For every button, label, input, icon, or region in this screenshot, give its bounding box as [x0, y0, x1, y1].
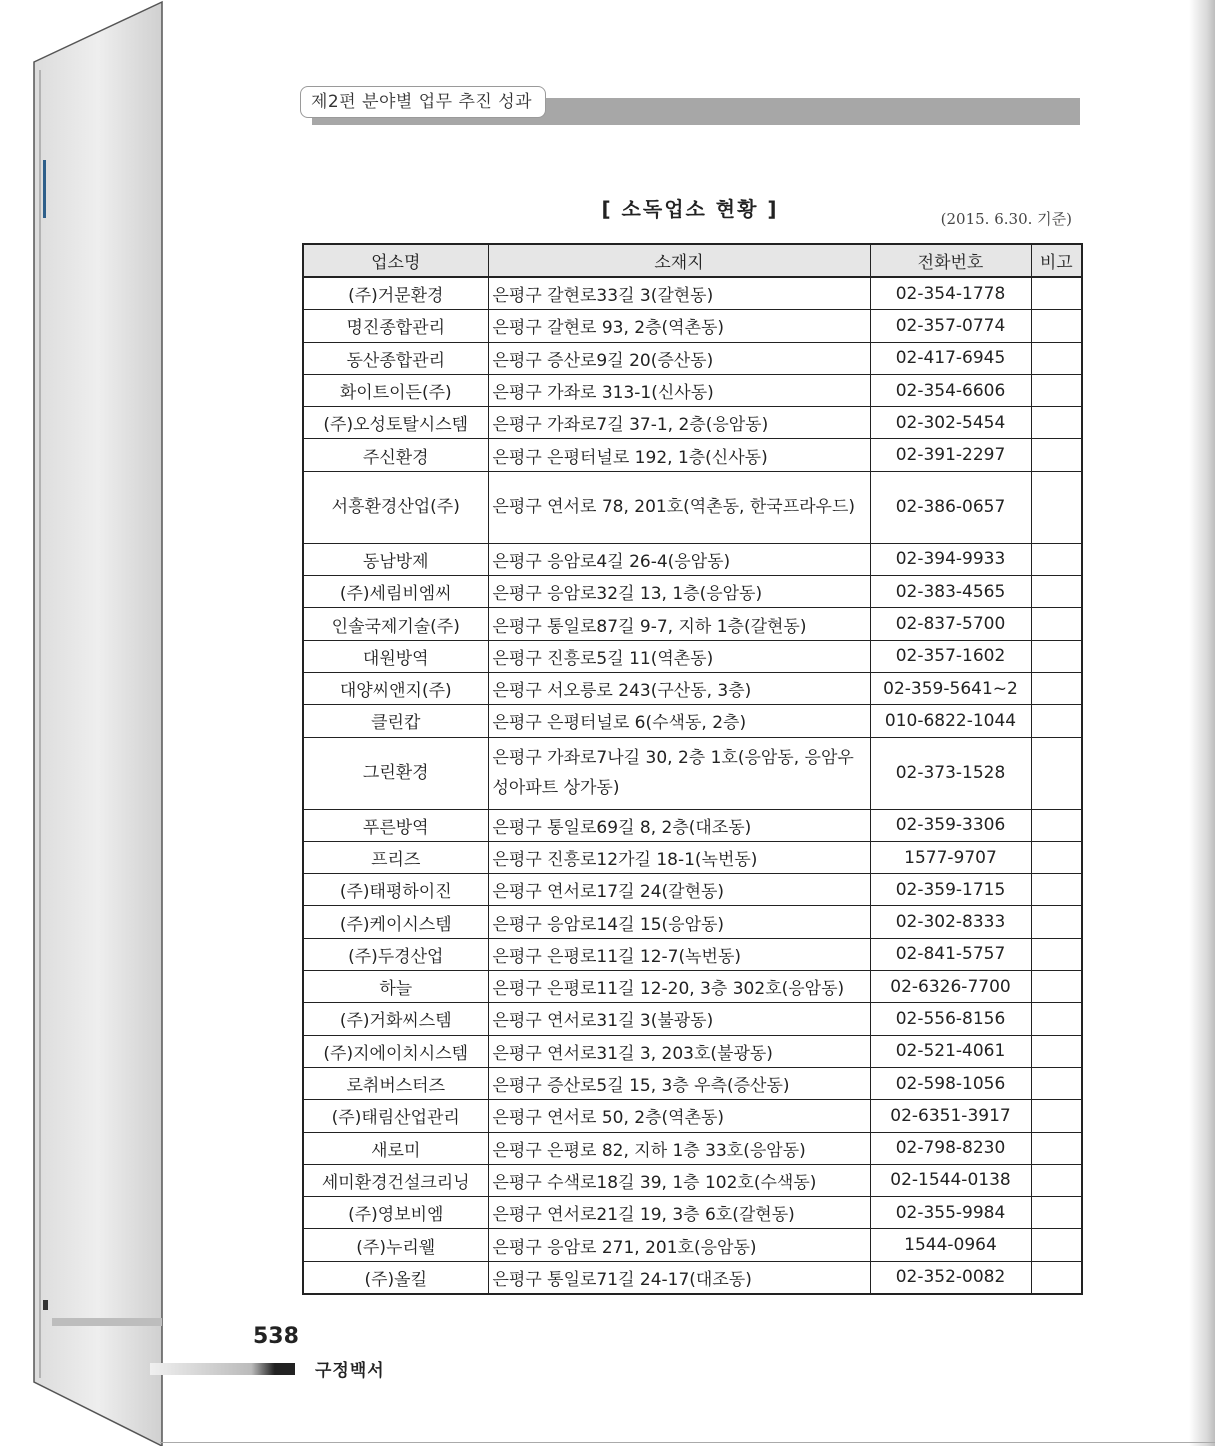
book-name: 구정백서: [315, 1361, 385, 1381]
note-cell: [1031, 1035, 1082, 1067]
address-cell: 은평구 은평로11길 12-7(녹번동): [488, 938, 870, 970]
table-row: [303, 1100, 1082, 1132]
column-header-address: 소재지: [488, 244, 870, 277]
address-cell: 은평구 연서로 50, 2층(역촌동): [488, 1100, 870, 1132]
address-cell: 은평구 응암로14길 15(응암동): [488, 906, 870, 938]
phone-cell: 02-391-2297: [870, 439, 1031, 471]
table-row: [303, 471, 1082, 543]
phone-cell: 02-373-1528: [870, 737, 1031, 809]
phone-cell: 02-556-8156: [870, 1003, 1031, 1035]
phone-cell: 02-521-4061: [870, 1035, 1031, 1067]
business-name-cell: (주)영보비엠: [303, 1197, 488, 1229]
phone-cell: 02-354-1778: [870, 277, 1031, 310]
phone-cell: 02-598-1056: [870, 1067, 1031, 1099]
business-name-cell: 프리즈: [303, 841, 488, 873]
address-cell: 은평구 은평터널로 192, 1층(신사동): [488, 439, 870, 471]
phone-cell: 02-798-8230: [870, 1132, 1031, 1164]
phone-cell: 02-302-5454: [870, 407, 1031, 439]
footer-stripe: [150, 1363, 295, 1375]
note-cell: [1031, 576, 1082, 608]
note-cell: [1031, 672, 1082, 704]
phone-cell: 02-302-8333: [870, 906, 1031, 938]
table-row: [303, 310, 1082, 342]
book-spine: [0, 0, 165, 1446]
table-row: [303, 841, 1082, 873]
note-cell: [1031, 608, 1082, 640]
address-cell: 은평구 증산로5길 15, 3층 우측(증산동): [488, 1067, 870, 1099]
business-name-cell: (주)케이시스템: [303, 906, 488, 938]
address-cell: 은평구 은평로 82, 지하 1층 33호(응암동): [488, 1132, 870, 1164]
phone-cell: 02-357-1602: [870, 640, 1031, 672]
address-cell: 은평구 수색로18길 39, 1층 102호(수색동): [488, 1164, 870, 1196]
note-cell: [1031, 543, 1082, 575]
phone-cell: 1544-0964: [870, 1229, 1031, 1261]
note-cell: [1031, 471, 1082, 543]
table-row: [303, 640, 1082, 672]
phone-cell: 02-6326-7700: [870, 971, 1031, 1003]
note-cell: [1031, 374, 1082, 406]
business-name-cell: 대원방역: [303, 640, 488, 672]
note-cell: [1031, 1229, 1082, 1261]
address-cell: 은평구 연서로 78, 201호(역촌동, 한국프라우드): [488, 471, 870, 543]
address-cell: 은평구 진흥로12가길 18-1(녹번동): [488, 841, 870, 873]
business-name-cell: (주)거화씨스템: [303, 1003, 488, 1035]
document-title: [ 소독업소 현황 ]: [601, 197, 779, 221]
note-cell: [1031, 1003, 1082, 1035]
table-row: [303, 1197, 1082, 1229]
business-name-cell: (주)태림산업관리: [303, 1100, 488, 1132]
phone-cell: 02-1544-0138: [870, 1164, 1031, 1196]
address-cell: 은평구 통일로71길 24-17(대조동): [488, 1261, 870, 1294]
reference-date: (2015. 6.30. 기준): [940, 210, 1072, 228]
note-cell: [1031, 277, 1082, 310]
address-cell: 은평구 연서로21길 19, 3층 6호(갈현동): [488, 1197, 870, 1229]
table-row: [303, 672, 1082, 704]
note-cell: [1031, 705, 1082, 737]
business-name-cell: 동산종합관리: [303, 342, 488, 374]
table-row: [303, 737, 1082, 809]
phone-cell: 1577-9707: [870, 841, 1031, 873]
column-header-name: 업소명: [303, 244, 488, 277]
table-row: [303, 608, 1082, 640]
table-row: [303, 1003, 1082, 1035]
business-name-cell: 대양씨앤지(주): [303, 672, 488, 704]
address-cell: 은평구 통일로69길 8, 2층(대조동): [488, 809, 870, 841]
note-cell: [1031, 1132, 1082, 1164]
business-name-cell: 클린캅: [303, 705, 488, 737]
note-cell: [1031, 342, 1082, 374]
phone-cell: 02-837-5700: [870, 608, 1031, 640]
phone-cell: 02-386-0657: [870, 471, 1031, 543]
address-cell: 은평구 가좌로7길 37-1, 2층(응암동): [488, 407, 870, 439]
note-cell: [1031, 841, 1082, 873]
address-cell: 은평구 응암로4길 26-4(응암동): [488, 543, 870, 575]
table-row: [303, 705, 1082, 737]
phone-cell: 02-359-5641~2: [870, 672, 1031, 704]
phone-cell: 02-359-3306: [870, 809, 1031, 841]
address-cell: 은평구 연서로31길 3, 203호(불광동): [488, 1035, 870, 1067]
business-name-cell: (주)오성토탈시스템: [303, 407, 488, 439]
table-body: [303, 277, 1082, 1294]
business-name-cell: (주)거문환경: [303, 277, 488, 310]
address-cell: 은평구 은평터널로 6(수색동, 2층): [488, 705, 870, 737]
table-row: [303, 439, 1082, 471]
business-name-cell: 그린환경: [303, 737, 488, 809]
note-cell: [1031, 310, 1082, 342]
note-cell: [1031, 737, 1082, 809]
business-name-cell: 인솔국제기술(주): [303, 608, 488, 640]
table-row: [303, 1132, 1082, 1164]
address-cell: 은평구 연서로17길 24(갈현동): [488, 874, 870, 906]
address-cell: 은평구 서오릉로 243(구산동, 3층): [488, 672, 870, 704]
note-cell: [1031, 938, 1082, 970]
business-name-cell: (주)지에이치시스템: [303, 1035, 488, 1067]
table-row: [303, 1229, 1082, 1261]
phone-cell: 02-383-4565: [870, 576, 1031, 608]
address-cell: 은평구 증산로9길 20(증산동): [488, 342, 870, 374]
table-header-row: [303, 244, 1082, 277]
address-cell: 은평구 통일로87길 9-7, 지하 1층(갈현동): [488, 608, 870, 640]
phone-cell: 02-394-9933: [870, 543, 1031, 575]
address-cell: 은평구 진흥로5길 11(역촌동): [488, 640, 870, 672]
business-name-cell: (주)태평하이진: [303, 874, 488, 906]
note-cell: [1031, 1197, 1082, 1229]
table-row: [303, 906, 1082, 938]
phone-cell: 02-354-6606: [870, 374, 1031, 406]
phone-cell: 02-841-5757: [870, 938, 1031, 970]
phone-cell: 02-359-1715: [870, 874, 1031, 906]
address-cell: 은평구 은평로11길 12-20, 3층 302호(응암동): [488, 971, 870, 1003]
note-cell: [1031, 809, 1082, 841]
note-cell: [1031, 1100, 1082, 1132]
note-cell: [1031, 439, 1082, 471]
note-cell: [1031, 407, 1082, 439]
address-cell: 은평구 갈현로 93, 2층(역촌동): [488, 310, 870, 342]
business-name-cell: 하늘: [303, 971, 488, 1003]
page-number: 538: [253, 1324, 299, 1349]
business-name-cell: 동남방제: [303, 543, 488, 575]
address-cell: 은평구 가좌로7나길 30, 2층 1호(응암동, 응암우성아파트 상가동): [488, 737, 870, 809]
table-row: [303, 971, 1082, 1003]
table-row: [303, 874, 1082, 906]
section-tab: 제2편 분야별 업무 추진 성과: [300, 86, 546, 118]
column-header-phone: 전화번호: [870, 244, 1031, 277]
table-row: [303, 407, 1082, 439]
business-name-cell: 새로미: [303, 1132, 488, 1164]
column-header-note: 비고: [1031, 244, 1082, 277]
table-row: [303, 374, 1082, 406]
address-cell: 은평구 가좌로 313-1(신사동): [488, 374, 870, 406]
business-name-cell: 서흥환경산업(주): [303, 471, 488, 543]
business-name-cell: (주)세림비엠씨: [303, 576, 488, 608]
note-cell: [1031, 1067, 1082, 1099]
note-cell: [1031, 1261, 1082, 1294]
note-cell: [1031, 906, 1082, 938]
table-row: [303, 1261, 1082, 1294]
address-cell: 은평구 갈현로33길 3(갈현동): [488, 277, 870, 310]
page-bottom-edge: [160, 1442, 1215, 1443]
phone-cell: 02-357-0774: [870, 310, 1031, 342]
address-cell: 은평구 응암로 271, 201호(응암동): [488, 1229, 870, 1261]
business-name-cell: (주)올킬: [303, 1261, 488, 1294]
address-cell: 은평구 응암로32길 13, 1층(응암동): [488, 576, 870, 608]
table-row: [303, 1067, 1082, 1099]
business-name-cell: 푸른방역: [303, 809, 488, 841]
page-edge-shade: [1189, 0, 1215, 1446]
disinfection-business-table: [302, 243, 1083, 1295]
phone-cell: 010-6822-1044: [870, 705, 1031, 737]
note-cell: [1031, 640, 1082, 672]
table-row: [303, 1164, 1082, 1196]
table-row: [303, 1035, 1082, 1067]
note-cell: [1031, 971, 1082, 1003]
address-cell: 은평구 연서로31길 3(불광동): [488, 1003, 870, 1035]
table-row: [303, 938, 1082, 970]
note-cell: [1031, 874, 1082, 906]
business-name-cell: 로취버스터즈: [303, 1067, 488, 1099]
note-cell: [1031, 1164, 1082, 1196]
business-name-cell: 주신환경: [303, 439, 488, 471]
table-row: [303, 342, 1082, 374]
business-name-cell: (주)두경산업: [303, 938, 488, 970]
phone-cell: 02-355-9984: [870, 1197, 1031, 1229]
table-row: [303, 576, 1082, 608]
business-name-cell: 세미환경건설크리닝: [303, 1164, 488, 1196]
table-row: [303, 543, 1082, 575]
business-name-cell: (주)누리웰: [303, 1229, 488, 1261]
phone-cell: 02-6351-3917: [870, 1100, 1031, 1132]
table-row: [303, 809, 1082, 841]
phone-cell: 02-352-0082: [870, 1261, 1031, 1294]
phone-cell: 02-417-6945: [870, 342, 1031, 374]
business-name-cell: 명진종합관리: [303, 310, 488, 342]
business-name-cell: 화이트이든(주): [303, 374, 488, 406]
table-row: [303, 277, 1082, 310]
